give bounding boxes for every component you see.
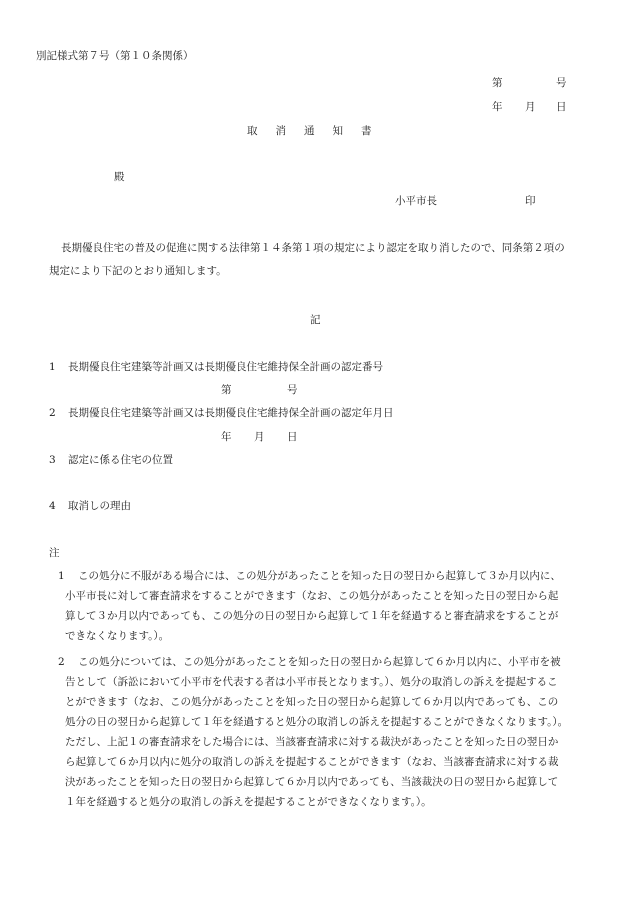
note-2-line-8: １年を経過すると処分の取消しの訴えを提起することができなくなります。）。: [65, 796, 432, 808]
note-2-line-2: 告として（訴訟において小平市を代表する者は小平市長となります。）、処分の取消しの訴えを提起するこ: [65, 676, 558, 688]
addressee-suffix: 殿: [114, 171, 125, 183]
number-dai: 第: [492, 77, 503, 89]
note-1-line-4: できなくなります。）。: [65, 630, 170, 642]
note-1-line-3: 算して３か月以内であっても、この処分の日の翌日から起算して１年を経過すると審査請求をすることが: [65, 610, 559, 622]
note-2-line-7: 決があったことを知った日の翌日から起算して６か月以内であっても、当該裁決の日の翌日から起算して: [65, 776, 559, 788]
item-4-label: 取消しの理由: [68, 500, 131, 512]
date-year: 年: [492, 101, 503, 113]
ki-heading: 記: [310, 314, 321, 326]
item-3-num: 3: [49, 454, 56, 466]
item-2-num: 2: [49, 407, 56, 419]
notes-heading: 注: [49, 547, 60, 559]
date-month: 月: [525, 101, 536, 113]
item-2-day: 日: [287, 431, 298, 443]
note-1-line-1: この処分に不服がある場合には、この処分があったことを知った日の翌日から起算して３か月以内に、: [78, 570, 561, 582]
number-go: 号: [556, 77, 567, 89]
note-2-line-3: とができます（なお、この処分があったことを知った日の翌日から起算して６か月以内であっても、この: [65, 696, 559, 708]
issuer: 小平市長: [395, 195, 437, 207]
item-2-label: 長期優良住宅建築等計画又は長期優良住宅維持保全計画の認定年月日: [68, 407, 394, 419]
item-1-dai: 第: [221, 384, 232, 396]
item-1-go: 号: [287, 384, 298, 396]
note-2-num: 2: [58, 656, 65, 668]
seal-mark: 印: [525, 195, 536, 207]
item-1-num: 1: [49, 361, 56, 373]
note-2-line-1: この処分については、この処分があったことを知った日の翌日から起算して６か月以内に、小平市を被: [78, 656, 561, 668]
document-title: 取消通知書: [247, 125, 390, 137]
item-2-month: 月: [254, 431, 265, 443]
item-3-label: 認定に係る住宅の位置: [68, 454, 173, 466]
note-2: [58, 652, 590, 812]
note-2-line-5: ただし、上記１の審査請求をした場合には、当該審査請求に対する裁決があったことを知った日の翌日か: [65, 736, 559, 748]
date-day: 日: [556, 101, 567, 113]
note-1: [58, 566, 590, 646]
note-1-num: 1: [58, 570, 65, 582]
note-2-line-6: ら起算して６か月以内に処分の取消しの訴えを提起することができます（なお、当該審査請求に対する裁: [65, 756, 559, 768]
note-2-line-4: 処分の日の翌日から起算して１年を経過すると処分の取消しの訴えを提起することができなくなります。）。: [65, 716, 569, 728]
form-label: 別記様式第７号（第１０条関係）: [36, 50, 194, 62]
item-1-label: 長期優良住宅建築等計画又は長期優良住宅維持保全計画の認定番号: [68, 361, 383, 373]
body-line-1: 長期優良住宅の普及の促進に関する法律第１４条第１項の規定により認定を取り消したので、同条第２項の: [61, 242, 565, 254]
item-2-year: 年: [221, 431, 232, 443]
note-1-line-2: 小平市長に対して審査請求をすることができます（なお、この処分があったことを知った日の翌日から起: [65, 590, 559, 602]
item-4-num: 4: [49, 500, 56, 512]
body-line-2: 規定により下記のとおり通知します。: [49, 265, 227, 277]
